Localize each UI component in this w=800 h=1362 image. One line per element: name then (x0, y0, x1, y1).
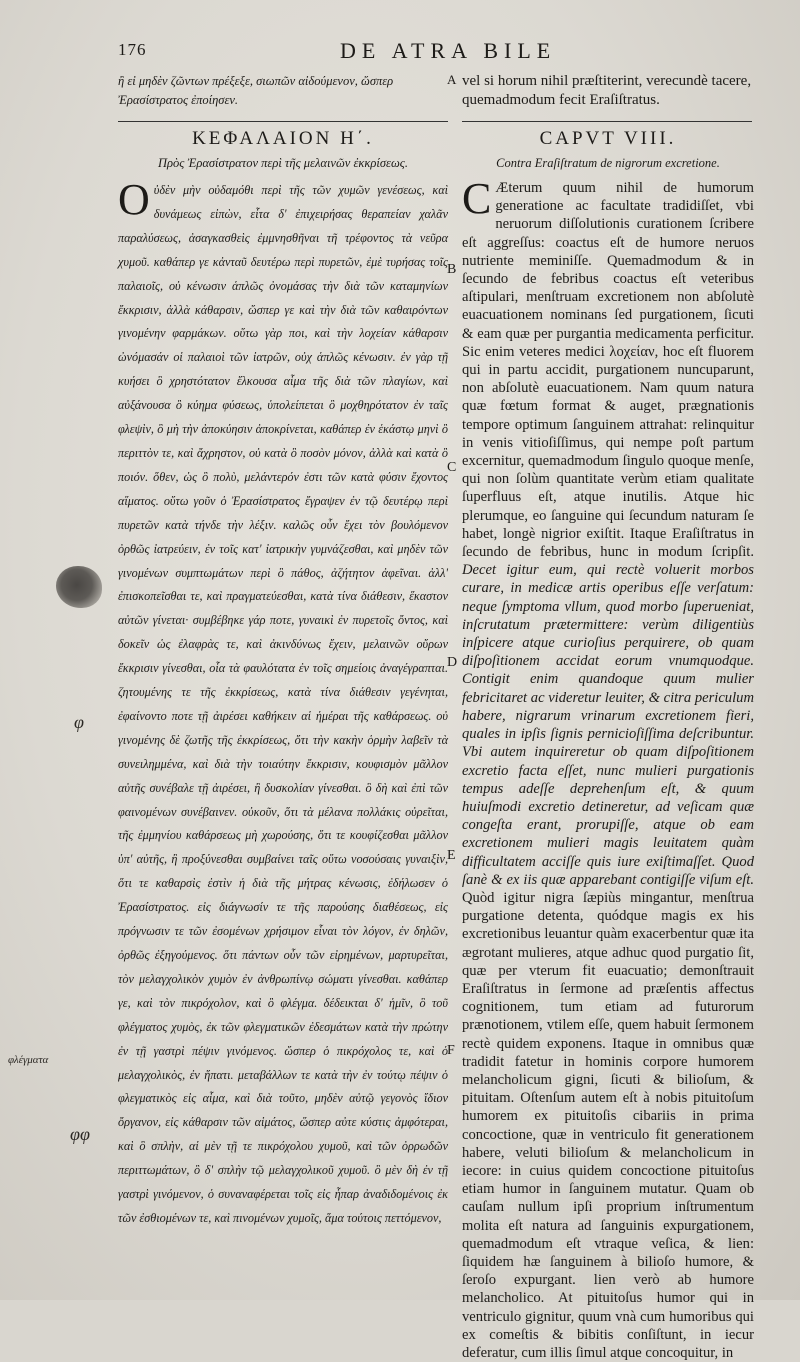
section-marker-b: B (447, 262, 457, 277)
latin-body-start: Æterum quum nihil de humorum generatione ac facultate tradidiſſet, vbi neruorum diſſolutionis curationem ſcribere eſt aggreſſus: coactus eſt de humore neruos nutriente meminiſſe. Quemadmodum & in ſecundo de febribus coactus eſt veteribus aſtipulari, menſtruam excretionem non abſolutè euacuationem nominans ſed purgationem, ſicuti & eam quæ per purgantia medicamenta perficitur. Sic enim veteres medici λοχείαν, hoc eſt fluorem qui in partu accidit, purgationem nuncuparunt, non abſolutè euacuationem. Nam quum natura quæ fœtum format & auget, prægnationis tempore optimum ſanguinem attrahat: relinquitur in venis vitioſiſſimus, qui nempe poſt partum excernitur, quemadmodum ſingulo quoque menſe, qui non ſolùm quantitate verùm etiam qualitate ſuperfluus eſt, atque inutilis. Atque hic plerumque, eo ſanguine qui ſecundum naturam ſe habet, longè nigrior exiſtit. Itaque Eraſiſtratus in ſecundo de febribus, hunc in modum ſcripſit. (462, 180, 754, 561)
section-marker-a: A (447, 72, 457, 87)
latin-body (462, 174, 754, 1361)
greek-dropcap: O (118, 175, 150, 224)
running-title: DE ATRA BILE (340, 38, 557, 63)
latin-column-divider (462, 121, 752, 122)
greek-body-text: ὐδὲν μὴν οὐδαμόθι περὶ τῆς τῶν χυμῶν γενέσεως, καὶ δυνάμεως εἰπὼν, εἶτα δ' ἐπιχειρήσας θεραπείαν χαλᾶν παραλύσεως, ἀσαγκασθεὶς ἐμμνησθῆναι τῆ τρέφοντος τὰ νεῦρα χυμοῦ. καθάπερ γε κἀνταῦ δευτέρω περὶ πυρετῶν, ἐμὲ τυρήσας τοῖς παλαιοῖς, οὐ κένωσιν ἁπλῶς ὀνομάσας τὴν διὰ τῶν καταμηνίων ἔκκρισιν, ἀλλὰ κάθαρσιν, ὥσπερ γε καὶ τὴν διὰ τῶν καθαιρόντων γινομένην φαρμάκων. οὕτω γὰρ ποι, καὶ τὴν λοχείαν κάθαρσιν ὠνόμασάν οἱ παλαιοὶ τῶν ἰατρῶν, οὐχ ἁπλῶς κένωσιν. ἐν γὰρ τῇ κυήσει ὃ χρηστότατον ἕλκουσα αἷμα τῆς διὰ τῶν πλαγίων, καὶ αὐξάνουσα ὃ κύημα φύσεως, ὑπολείπεται ὃ μοχθηρότατον ἐν ταῖς φλεψὶν, ὃ μὴ τὴν ἀποκύησιν ἀποκρίνεται, καθάπερ ἐν ἑκάστῳ μηνὶ ὃ περιττὸν τε, καὶ ἄχρηστον, οὐ κατὰ ὃ ποσὸν μόνον, ἀλλὰ καὶ κατὰ ὃ ποιόν. ὅθεν, ὡς ὃ πολὺ, μελάντερόν ἐστι τῶν κατὰ φύσιν ἔχοντος αἵματος. οὕτω γοῦν ὁ Ἐρασίστρατος ἔγραψεν ἐν τῷ δευτέρῳ περὶ πυρετῶν κατὰ τήνδε τὴν λέξιν. καλῶς οὖν ἔχει τὸν βουλόμενον ὀρθῶς ἰατρεύειν, ἐν τοῖς κατ' ἰατρικὴν γυμνάζεσθαι, καὶ μηδὲν τῶν γινομένων συμπτωμάτων περὶ ὃ πάθος, ἀζήτητον ἀφεῖναι. ἀλλ' ἐπισκοπεῖσθαι τε, καὶ πραγματεύεσθαι, κατὰ τίνα διάθεσιν, ἕκαστον αὐτῶν γίνεται· συμβέβηκε γάρ ποτε, γυναικὶ ἐν πυρετοῖς ὄντος, καὶ δοκεῖν ὡς ἐλαφρὰς τε, καὶ ἀκινδύνως ἔχειν, μελαινῶν οὔρων ἔκκρισιν γίνεσθαι, οἷα τὰ φαυλότατα ἐν τοῖς σημείοις ἀναγέγραπται. ζητουμένης τε τῆς ἐκκρίσεως, κατὰ τίνα διάθεσιν γεγένηται, ἐφαίνοντο ποτε τῇ ἀιρέσει καθήκειν αἱ ἡμέραι τῆς καθάρσεως. οὐ γινομένης δὲ ζωτῆς τῆς ἐκκρίσεως, ὅτι τὴν κακὴν ὁρμὴν λαβεῖν τὰ συνειλημμένα, καὶ διὰ τὴν τοιαύτην ἔκκρισιν, κουφισμὸν μᾶλλον αὐτῆς συνέβαλε τῇ ἀιρέσει, ἢ δυσκολίαν γίνεσθαι. ὃ δὴ καὶ ἐπὶ τῶν φαινομένων συνέβαινεν. οὐκοῦν, ὅτι τὰ μέλανα πολλάκις οὐρεῖται, τῆς ἐμμηνίου καθάρσεως μὴ χωρούσης, ὅτι τε κουφίζεσθαι μᾶλλον ὑπ' αὐτῆς, ἢ προξύνεσθαι συμβαίνει ταῖς οὕτω νοσούσαις γυναιξὶν, ὅτι τε καθαρσὶς ἐστὶν ἡ διὰ τῆς μήτρας κένωσις, ἐδήλωσεν ὁ Ἐρασίστρατος. εἰς διάγνωσίν τε τῆς παρούσης διαθέσεως, εἰς πρόγνωσιν τε τῶν ἐσομένων χρήσιμον εἶναι τὸν λόγον, ἐν δηλῶν, ὀρθῶς ἐξηγούμενος. ὅτι πάντων οὖν τῶν εἰρημένων, μαρτυρεῖται, τὸν μελαγχολικὸν χυμὸν ἐν ἀνθρωπίνῳ σώματι γίνεσθαι. καθάπερ γε, καὶ τὸν πικρόχολον, καὶ ὃ φλέγμα. δέδεικται δ' ἡμῖν, ὃ τοῦ φλέγματος χυμὸς, ἐκ τῶν φλεγματικῶν ἐδεσμάτων κατὰ τὴν πρώτην ἐν τῇ γαστρὶ πέψιν γινόμενος. ὥσπερ ὁ πικρόχολος τε, καὶ ὁ μελαγχολικὸς, ἐν ἥπατι. μεταβάλλων τε κατὰ τὴν ἐν τούτῳ πέψιν ὁ φλεγματικὸς εἰς αἷμα, καὶ διὰ τοῦτο, μηδὲν αὐτῷ γεγονὸς ἴδιον ὄργανον, εἰς κάθαρσιν τῶν αἱμάτος, ὥσπερ αὐτε κύστις ἀμφότεραι, καὶ ὃ σπλὴν, αἱ μὲν τῇ τε πικρόχολου χυμοῦ, καὶ τῶν ὀρρωδῶν περιττωμάτων, ὃ δ' σπλὴν τῷ μελαγχολικοῦ χυμοῦ. ὃ μὲν δὴ ἐν τῇ γαστρὶ γινόμενον, ὁ συναναφέρεται τοῖς εἰς ἧπαρ ἀναδιδομένοις ἐκ τῶν ἐσθιομένων τε, καὶ πινομένων χυμοῖς, ἅμα τούτοις πεττόμενον, (118, 183, 448, 1225)
section-marker-f: F (447, 1043, 455, 1058)
section-marker-d: D (447, 655, 458, 670)
margin-note: φ (74, 712, 84, 732)
latin-body-end: Quòd igitur nigra ſæpiùs mingantur, menſtrua purgatione detenta, quódque magis ex his excretionibus leuantur quàm exacerbentur quæ ita ægrotant mulieres, atque adhuc quod purgatio ſit, quæ per vterum fit euacuatio; demonſtrauit Eraſiſtratus in ſermone ad præſentis affectus cognitionem, tum etiam ad futurorum prænotionem, vtilem eſſe, quem habuit ſermonem rectè quidem exponens. Itaque in omnibus quæ tradidit fatetur in hominis corpore humorem melancholicum gigni, ſicuti & bilioſum, & pituitam. Oſtenſum autem eſt à nobis pituitoſum humorem ex pituitoſis cibariis in prima concoctione, quæ in ventriculo fit generationem habere, veluti bilioſum & melancholicum in iecore: in cuius quidem concoctione pituitoſus etiam humor in ſanguinem mutatur. Quam ob cauſam nullum ipſi proprium inſtrumentum molita eſt natura ad ſanguinis expurgationem, quemadmodum eſt vtraque veſica, & lien: ſiquidem hæ ſanguinem à bilioſo humore, & ſeroſo expurgant. lien verò ab humore melancholico. At pituitoſus humor qui in ventriculo gignitur, quum vnà cum humoribus qui ex comeſtis & bibitis conſiſtunt, in iecur deferatur, cum illis ſimul atque concoquitur, in (462, 889, 754, 1361)
margin-note: φλέγματα (8, 1054, 49, 1066)
page-number: 176 (118, 40, 147, 59)
ink-stain (56, 566, 102, 608)
latin-chapter-subtitle: Contra Eraſiſtratum de nigrorum excretione. (496, 156, 720, 170)
greek-column (118, 128, 448, 1225)
margin-note: φφ (70, 1124, 90, 1144)
latin-dropcap: C (462, 174, 492, 223)
latin-chapter-heading: CAPVT VIII. (539, 128, 677, 149)
greek-body (118, 175, 448, 1225)
greek-chapter-heading: ΚΕΦΑΛΑΙΟΝ Η΄. (192, 128, 374, 149)
latin-column (462, 128, 754, 1361)
intro-latin-text: vel si horum nihil præſtiterint, verecundè tacere, quemadmodum fecit Eraſiſtratus. (462, 73, 752, 108)
intro-greek-text: ἢ εἰ μηδὲν ζῶντων πρέξεξε, σιωπῶν αἰδούμενον, ὥσπερ Ἐρασίστρατος ἐποίησεν. (118, 74, 394, 107)
section-marker-c: C (447, 460, 457, 475)
erasistratus-quote: Decet igitur eum, qui rectè voluerit morbos curare, in medicæ artis operibus eſſe verſatum: neque ſymptoma vllum, quod morbo ſuperueniat, inſcrutatum prætermittere: verùm diligentiùs inſpicere atque curioſius perquirere, ob quam diſpoſitionem accidat eorum vnumquodque. Contigit enim quandoque quum mulier febricitaret ac videretur leuiter, & citra periculum habere, nigrarum vrinarum excretionem fieri, quales in ipſis ſignis pernicioſiſſima deſcribuntur. Vbi autem inquireretur ob quam diſpoſitionem excretio facta eſſet, nunc mulieri purgationis tempus adeſſe deprehenſum eſt, & quum huiuſmodi excretio detineretur, ad veſicam quæ congeſta erant, prorupiſſe, atque ob eam excretionem mulieri magis leuitatem quàm difficultatem acciſſe quis iure exiſtimaſſet. Quod ſanè & ex iis quæ apparebant contigiſſe viſum eſt. (462, 562, 754, 888)
section-marker-e: E (447, 848, 456, 863)
greek-column-divider (118, 121, 448, 122)
greek-chapter-subtitle: Πρὸς Ἐρασίστρατον περὶ τῆς μελαινῶν ἐκκρίσεως. (158, 156, 408, 170)
